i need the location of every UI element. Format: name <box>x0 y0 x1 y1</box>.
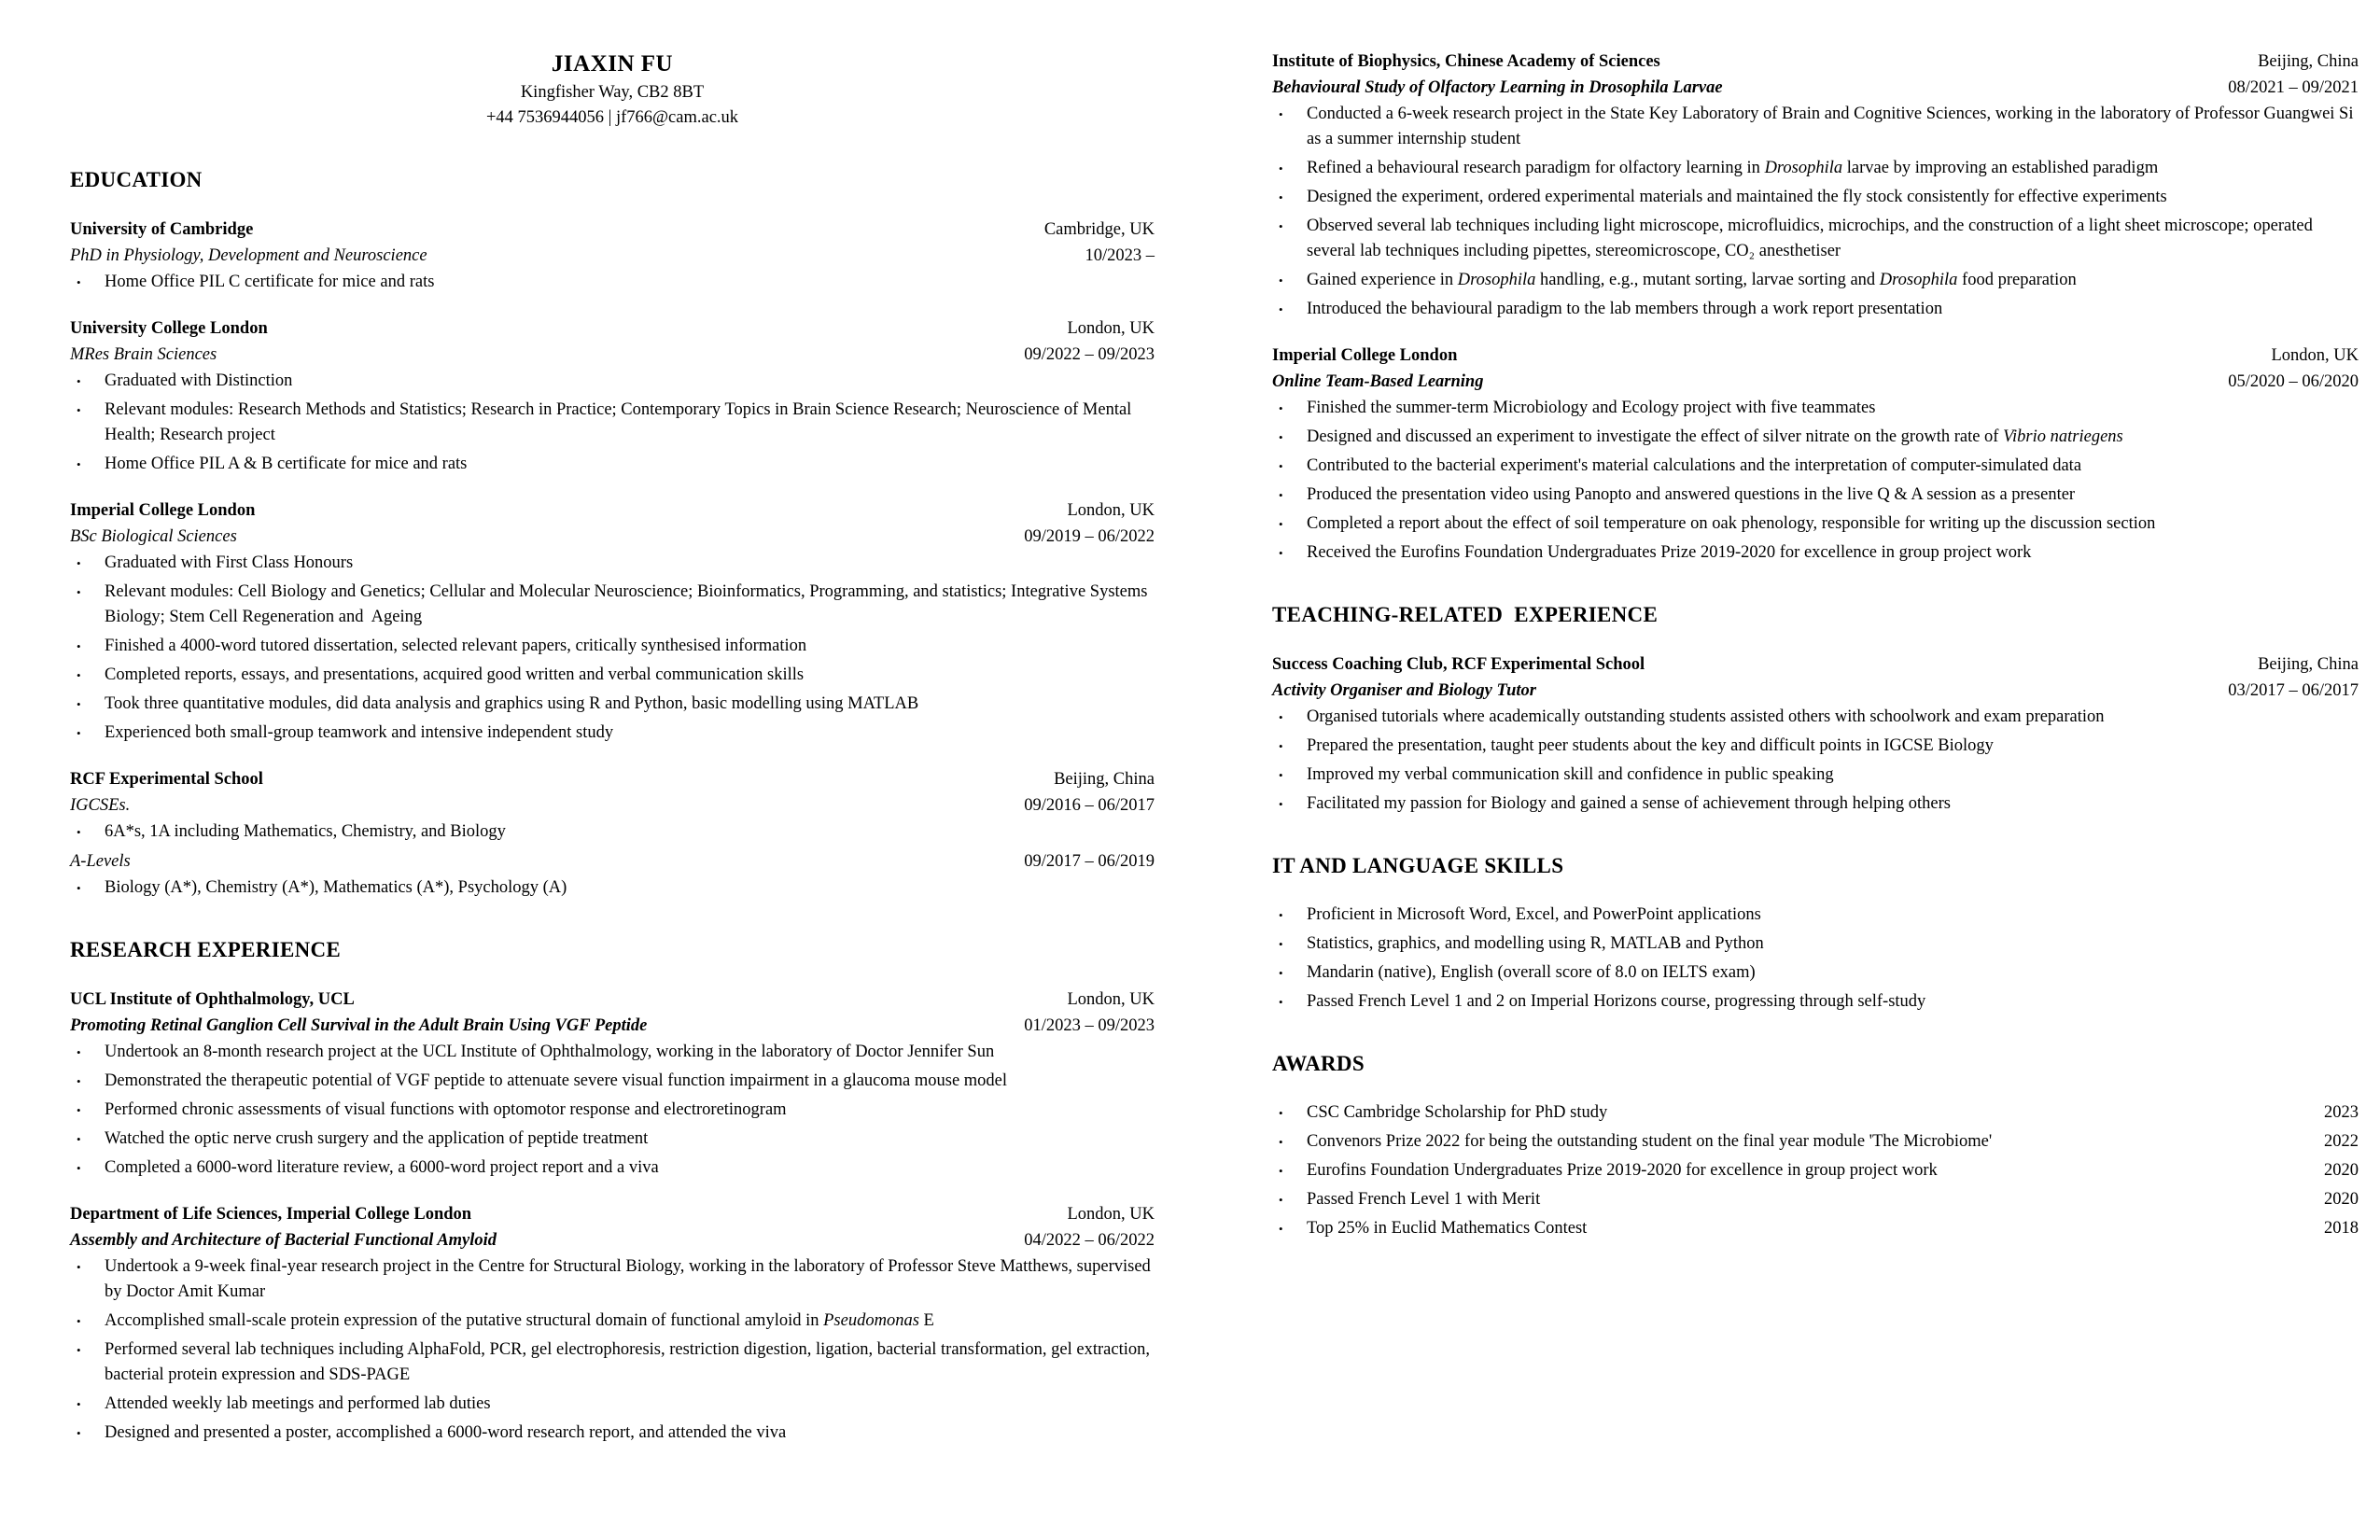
bullet-text <box>1307 1187 2280 1212</box>
entry-role-row <box>70 342 1155 368</box>
bullet-item <box>70 1337 1155 1388</box>
text-run: Home Office PIL A & B certificate for mice and rats <box>105 455 468 473</box>
text-run: Gained experience in <box>1307 271 1458 289</box>
resume-entry <box>70 315 1155 477</box>
bullet-item <box>1272 1187 2359 1212</box>
resume-entry <box>1272 1100 2359 1241</box>
entry-role-row <box>70 1013 1155 1039</box>
bullet-text <box>105 634 1155 659</box>
entry-location: Cambridge, UK <box>1043 220 1155 239</box>
entry-role-row <box>70 792 1155 819</box>
entry-role-title: Behavioural Study of Olfactory Learning in Drosophila Larvae <box>1272 78 1723 97</box>
bullet-text <box>1307 763 2359 788</box>
bullet-text <box>105 452 1155 477</box>
text-run: Observed several lab techniques including light microscope, microfluidics, microchips, and the construction of a light sheet microscope; operated several lab techniques including pipettes, stereomicroscope, CO₂ anesthetiser <box>1307 217 2317 260</box>
entry-header-row <box>1272 49 2359 75</box>
bullet-text <box>1307 931 2359 957</box>
text-run: Produced the presentation video using Panopto and answered questions in the live Q & A session as a presenter <box>1307 485 2076 504</box>
entry-location: London, UK <box>1067 319 1155 338</box>
text-run: food preparation <box>1957 271 2077 289</box>
text-run: Prepared the presentation, taught peer students about the key and difficult points in IGCSE Biology <box>1307 736 1994 755</box>
entry-date: 05/2020 – 06/2020 <box>2228 372 2359 391</box>
entry-header-row <box>70 315 1155 342</box>
bullet-text <box>105 1098 1155 1123</box>
entry-organization: Imperial College London <box>70 501 256 520</box>
bullet-text <box>1307 1216 2280 1241</box>
entry-location: Beijing, China <box>1054 770 1155 789</box>
bullet-icon: • <box>77 1397 81 1411</box>
bullet-item <box>1272 483 2359 508</box>
bullet-icon: • <box>77 403 81 417</box>
text-run: Eurofins Foundation Undergraduates Prize 2019-2020 for excellence in group project work <box>1307 1161 1938 1180</box>
bullet-icon: • <box>77 726 81 740</box>
bullet-icon: • <box>1279 710 1283 724</box>
bullet-item <box>1272 791 2359 817</box>
text-run: Drosophila <box>1879 271 1958 289</box>
bullet-text <box>1307 185 2359 210</box>
award-year: 2023 <box>2324 1103 2359 1122</box>
bullet-text <box>1307 540 2359 566</box>
bullet-icon: • <box>77 275 81 289</box>
text-run: Completed a report about the effect of soil temperature on oak phenology, responsible for writing up the discussion section <box>1307 514 2156 533</box>
bullet-item <box>1272 185 2359 210</box>
resume-entry <box>1272 651 2359 817</box>
entry-role-row <box>1272 678 2359 704</box>
bullet-text <box>105 369 1155 394</box>
bullet-item <box>70 1127 1155 1152</box>
text-run: Conducted a 6-week research project in the State Key Laboratory of Brain and Cognitive Sciences, working in the laboratory of Professor Guangwei Si as a summer internship student <box>1307 105 2359 148</box>
bullet-icon: • <box>77 1045 81 1059</box>
bullet-item <box>70 1309 1155 1334</box>
entry-organization: UCL Institute of Ophthalmology, UCL <box>70 990 355 1009</box>
bullet-item <box>1272 102 2359 152</box>
entry-date: 01/2023 – 09/2023 <box>1024 1016 1155 1035</box>
bullet-text <box>1307 214 2359 264</box>
entry-role-title: MRes Brain Sciences <box>70 345 217 364</box>
bullet-icon: • <box>1279 1106 1283 1120</box>
bullet-text <box>1307 297 2359 322</box>
bullet-item <box>1272 540 2359 566</box>
text-run: Completed a 6000-word literature review, a 6000-word project report and a viva <box>105 1158 659 1177</box>
bullet-text <box>1307 903 2359 928</box>
entry-location: London, UK <box>1067 1205 1155 1224</box>
bullet-item <box>1272 156 2359 181</box>
address-line: Kingfisher Way, CB2 8BT <box>520 83 705 102</box>
bullet-text <box>1307 396 2359 421</box>
entry-role-title: Assembly and Architecture of Bacterial Functional Amyloid <box>70 1231 497 1250</box>
text-run: Finished the summer-term Microbiology and Ecology project with five teammates <box>1307 399 1876 417</box>
left-column <box>70 49 1155 1466</box>
text-run: Graduated with First Class Honours <box>105 553 354 572</box>
text-run: Watched the optic nerve crush surgery and the application of peptide treatment <box>105 1129 649 1148</box>
bullet-item <box>70 875 1155 901</box>
bullet-icon: • <box>77 374 81 388</box>
bullet-item <box>70 580 1155 630</box>
entry-organization: Success Coaching Club, RCF Experimental School <box>1272 655 1645 674</box>
bullet-icon: • <box>1279 937 1283 951</box>
bullet-icon: • <box>1279 459 1283 473</box>
resume-entry <box>70 1201 1155 1446</box>
bullet-item <box>70 452 1155 477</box>
text-run: Proficient in Microsoft Word, Excel, and PowerPoint applications <box>1307 905 1761 924</box>
bullet-text <box>105 398 1155 448</box>
bullet-item <box>1272 705 2359 730</box>
text-run: Top 25% in Euclid Mathematics Contest <box>1307 1219 1588 1238</box>
bullet-icon: • <box>77 1161 81 1175</box>
bullet-item <box>70 1392 1155 1417</box>
bullet-text <box>1307 705 2359 730</box>
text-run: Improved my verbal communication skill and confidence in public speaking <box>1307 765 1834 784</box>
bullet-text <box>105 1254 1155 1305</box>
bullet-text <box>105 1337 1155 1388</box>
resume-header <box>70 49 1155 131</box>
award-year: 2018 <box>2324 1219 2359 1238</box>
contact-line: +44 7536944056 | jf766@cam.ac.uk <box>485 108 739 127</box>
text-run: Vibrio natriegens <box>2003 427 2123 446</box>
bullet-item <box>70 270 1155 295</box>
entry-header-row <box>70 1201 1155 1227</box>
award-year: 2020 <box>2324 1190 2359 1209</box>
bullet-item <box>1272 989 2359 1015</box>
right-column <box>1272 49 2359 1466</box>
bullet-item <box>70 398 1155 448</box>
text-run: Took three quantitative modules, did data analysis and graphics using R and Python, basic modelling using MATLAB <box>105 694 919 713</box>
bullet-text <box>105 1392 1155 1417</box>
bullet-icon: • <box>1279 768 1283 782</box>
text-run: CSC Cambridge Scholarship for PhD study <box>1307 1103 1608 1122</box>
bullet-item <box>70 634 1155 659</box>
bullet-icon: • <box>1279 219 1283 233</box>
entry-role-title: Promoting Retinal Ganglion Cell Survival in the Adult Brain Using VGF Peptide <box>70 1016 648 1035</box>
bullet-item <box>1272 960 2359 986</box>
bullet-item <box>70 1254 1155 1305</box>
entry-date: 03/2017 – 06/2017 <box>2228 681 2359 700</box>
text-run: Performed several lab techniques including AlphaFold, PCR, gel electrophoresis, restriction digestion, ligation, bacterial transformation, gel extraction, bacterial protein expression and SDS-PAGE <box>105 1340 1155 1384</box>
text-run: Drosophila <box>1764 159 1843 177</box>
bullet-icon: • <box>77 1314 81 1328</box>
entry-role-row <box>70 243 1155 269</box>
text-run: Completed reports, essays, and presentations, acquired good written and verbal communication skills <box>105 665 805 684</box>
entry-role-title: Online Team-Based Learning <box>1272 372 1484 391</box>
text-run: Finished a 4000-word tutored dissertation, selected relevant papers, critically synthesised information <box>105 637 807 655</box>
bullet-icon: • <box>1279 966 1283 980</box>
bullet-icon: • <box>77 697 81 711</box>
bullet-text <box>1307 791 2359 817</box>
text-run: Designed and presented a poster, accomplished a 6000-word research report, and attended the viva <box>105 1423 787 1442</box>
entry-date: 04/2022 – 06/2022 <box>1024 1231 1155 1250</box>
section-title: TEACHING-RELATED EXPERIENCE <box>1272 603 1659 626</box>
text-run: Accomplished small-scale protein expression of the putative structural domain of functional amyloid in <box>105 1311 824 1330</box>
bullet-item <box>1272 214 2359 264</box>
entry-header-row <box>70 766 1155 792</box>
bullet-text <box>1307 268 2359 293</box>
bullet-icon: • <box>1279 517 1283 531</box>
resume-entry <box>70 497 1155 746</box>
entry-date: 09/2017 – 06/2019 <box>1024 852 1155 871</box>
entry-role-row <box>1272 369 2359 395</box>
bullet-icon: • <box>77 881 81 895</box>
bullet-item <box>1272 511 2359 537</box>
bullet-icon: • <box>77 1132 81 1146</box>
text-run: Designed and discussed an experiment to investigate the effect of silver nitrate on the growth rate of <box>1307 427 2004 446</box>
entry-role-title: IGCSEs. <box>70 796 131 815</box>
bullet-icon: • <box>1279 1222 1283 1236</box>
text-run: Biology (A*), Chemistry (A*), Mathematics (A*), Psychology (A) <box>105 878 567 897</box>
bullet-text <box>105 551 1155 576</box>
section-title: AWARDS <box>1272 1052 1365 1075</box>
text-run: Experienced both small-group teamwork and intensive independent study <box>105 723 614 742</box>
bullet-text <box>1307 454 2359 479</box>
text-run: E <box>918 1311 934 1330</box>
entry-location: Beijing, China <box>2258 655 2359 674</box>
bullet-text <box>1307 156 2359 181</box>
bullet-item <box>1272 1158 2359 1183</box>
bullet-text <box>1307 1158 2280 1183</box>
entry-role-row <box>70 1227 1155 1253</box>
entry-location: London, UK <box>2271 346 2359 365</box>
bullet-icon: • <box>1279 190 1283 204</box>
bullet-icon: • <box>77 585 81 599</box>
bullet-item <box>1272 1100 2359 1126</box>
bullet-text <box>1307 102 2359 152</box>
bullet-icon: • <box>1279 1193 1283 1207</box>
entry-role-title: Activity Organiser and Biology Tutor <box>1272 681 1536 700</box>
bullet-icon: • <box>1279 161 1283 175</box>
text-run: Organised tutorials where academically outstanding students assisted others with schoolwork and exam preparation <box>1307 707 2105 726</box>
text-run: Mandarin (native), English (overall score of 8.0 on IELTS exam) <box>1307 963 1756 982</box>
bullet-text <box>105 1069 1155 1094</box>
text-run: handling, e.g., mutant sorting, larvae sorting and <box>1535 271 1880 289</box>
entry-location: London, UK <box>1067 990 1155 1009</box>
bullet-item <box>1272 903 2359 928</box>
bullet-item <box>70 1421 1155 1446</box>
bullet-icon: • <box>1279 488 1283 502</box>
resume-entry <box>70 766 1155 901</box>
bullet-text <box>105 1127 1155 1152</box>
bullet-text <box>1307 734 2359 759</box>
entry-header-row <box>70 497 1155 524</box>
text-run: Passed French Level 1 and 2 on Imperial Horizons course, progressing through self-study <box>1307 992 1926 1011</box>
entry-role-row <box>1272 75 2359 101</box>
bullet-text <box>1307 960 2359 986</box>
resume-entry <box>70 987 1155 1181</box>
award-year: 2020 <box>2324 1161 2359 1180</box>
entry-organization: University of Cambridge <box>70 220 254 239</box>
text-run: Drosophila <box>1457 271 1536 289</box>
entry-role-row <box>70 848 1155 875</box>
text-run: Received the Eurofins Foundation Undergraduates Prize 2019-2020 for excellence in group project work <box>1307 543 2032 562</box>
text-run: Pseudomonas <box>823 1311 919 1330</box>
bullet-icon: • <box>77 1260 81 1274</box>
entry-date: 09/2016 – 06/2017 <box>1024 796 1155 815</box>
text-run: Undertook a 9-week final-year research project in the Centre for Structural Biology, working in the laboratory of Professor Steve Matthews, supervised by Doctor Amit Kumar <box>105 1257 1155 1301</box>
bullet-icon: • <box>77 1103 81 1117</box>
bullet-item <box>70 819 1155 845</box>
text-run: Refined a behavioural research paradigm for olfactory learning in <box>1307 159 1765 177</box>
bullet-icon: • <box>1279 797 1283 811</box>
text-run: Home Office PIL C certificate for mice and rats <box>105 273 435 291</box>
bullet-item <box>1272 454 2359 479</box>
resume-entry <box>1272 49 2359 322</box>
text-run: Performed chronic assessments of visual functions with optomotor response and electroretinogram <box>105 1100 787 1119</box>
bullet-item <box>70 1040 1155 1065</box>
entry-role-title: PhD in Physiology, Development and Neuroscience <box>70 246 427 265</box>
entry-date: 09/2022 – 09/2023 <box>1024 345 1155 364</box>
bullet-icon: • <box>77 668 81 682</box>
text-run: Introduced the behavioural paradigm to the lab members through a work report presentation <box>1307 300 1943 318</box>
entry-date: 10/2023 – <box>1085 246 1155 265</box>
bullet-icon: • <box>1279 302 1283 316</box>
bullet-icon: • <box>77 1426 81 1440</box>
section-title: RESEARCH EXPERIENCE <box>70 938 342 961</box>
bullet-item <box>70 692 1155 717</box>
bullet-text <box>105 875 1155 901</box>
bullet-icon: • <box>1279 273 1283 287</box>
entry-organization: RCF Experimental School <box>70 770 263 789</box>
bullet-icon: • <box>77 457 81 471</box>
bullet-icon: • <box>77 825 81 839</box>
bullet-item <box>1272 763 2359 788</box>
bullet-icon: • <box>1279 430 1283 444</box>
text-run: Contributed to the bacterial experiment's material calculations and the interpretation of computer-simulated data <box>1307 456 2082 475</box>
bullet-text <box>105 721 1155 746</box>
text-run: 6A*s, 1A including Mathematics, Chemistry, and Biology <box>105 822 506 841</box>
bullet-text <box>105 692 1155 717</box>
entry-role-row <box>70 524 1155 550</box>
section-title: IT AND LANGUAGE SKILLS <box>1272 854 1564 877</box>
resume-entry <box>1272 343 2359 566</box>
bullet-icon: • <box>1279 1164 1283 1178</box>
text-run: Graduated with Distinction <box>105 371 293 390</box>
bullet-text <box>105 1421 1155 1446</box>
resume-entry <box>70 217 1155 295</box>
bullet-text <box>105 1309 1155 1334</box>
text-run: Demonstrated the therapeutic potential of VGF peptide to attenuate severe visual function impairment in a glaucoma mouse model <box>105 1071 1008 1090</box>
bullet-icon: • <box>77 1343 81 1357</box>
bullet-text <box>105 1155 1155 1181</box>
bullet-text <box>1307 425 2359 450</box>
entry-role-title: A-Levels <box>70 852 131 871</box>
resume-entry <box>1272 903 2359 1015</box>
entry-role-title: BSc Biological Sciences <box>70 527 237 546</box>
text-run: Facilitated my passion for Biology and gained a sense of achievement through helping others <box>1307 794 1951 813</box>
bullet-text <box>105 580 1155 630</box>
entry-date: 09/2019 – 06/2022 <box>1024 527 1155 546</box>
entry-header-row <box>70 217 1155 243</box>
bullet-item <box>1272 1129 2359 1155</box>
entry-header-row <box>1272 343 2359 369</box>
entry-organization: Department of Life Sciences, Imperial College London <box>70 1205 472 1224</box>
entry-organization: Institute of Biophysics, Chinese Academy of Sciences <box>1272 52 1660 71</box>
bullet-item <box>70 1069 1155 1094</box>
bullet-item <box>70 369 1155 394</box>
section-title: EDUCATION <box>70 168 203 191</box>
bullet-text <box>105 819 1155 845</box>
bullet-text <box>1307 483 2359 508</box>
text-run: Convenors Prize 2022 for being the outstanding student on the final year module 'The Microbiome' <box>1307 1132 1993 1151</box>
bullet-icon: • <box>77 639 81 653</box>
bullet-icon: • <box>1279 546 1283 560</box>
bullet-text <box>105 1040 1155 1065</box>
bullet-item <box>1272 396 2359 421</box>
bullet-item <box>70 663 1155 688</box>
text-run: larvae by improving an established paradigm <box>1842 159 2159 177</box>
text-run: Designed the experiment, ordered experimental materials and maintained the fly stock consistently for effective experiments <box>1307 188 2167 206</box>
entry-date: 08/2021 – 09/2021 <box>2228 78 2359 97</box>
entry-organization: University College London <box>70 319 268 338</box>
text-run: Undertook an 8-month research project at the UCL Institute of Ophthalmology, working in the laboratory of Doctor Jennifer Sun <box>105 1043 995 1061</box>
bullet-item <box>1272 931 2359 957</box>
entry-header-row <box>70 987 1155 1013</box>
person-name: JIAXIN FU <box>551 51 674 77</box>
entry-location: Beijing, China <box>2258 52 2359 71</box>
entry-organization: Imperial College London <box>1272 346 1458 365</box>
bullet-text <box>105 663 1155 688</box>
entry-location: London, UK <box>1067 501 1155 520</box>
text-run: Attended weekly lab meetings and performed lab duties <box>105 1394 491 1413</box>
bullet-text <box>1307 989 2359 1015</box>
bullet-icon: • <box>1279 739 1283 753</box>
text-run: Relevant modules: Research Methods and Statistics; Research in Practice; Contemporary Topics in Brain Science Research; Neuroscience of Mental Health; Research project <box>105 400 1136 444</box>
bullet-item <box>70 1155 1155 1181</box>
bullet-item <box>1272 1216 2359 1241</box>
entry-header-row <box>1272 651 2359 678</box>
bullet-icon: • <box>1279 1135 1283 1149</box>
bullet-item <box>1272 268 2359 293</box>
text-run: Passed French Level 1 with Merit <box>1307 1190 1541 1209</box>
text-run: Statistics, graphics, and modelling using R, MATLAB and Python <box>1307 934 1764 953</box>
bullet-item <box>1272 297 2359 322</box>
bullet-item <box>70 721 1155 746</box>
bullet-icon: • <box>1279 401 1283 415</box>
bullet-text <box>1307 1129 2280 1155</box>
bullet-text <box>1307 1100 2280 1126</box>
bullet-icon: • <box>1279 995 1283 1009</box>
bullet-item <box>1272 734 2359 759</box>
award-year: 2022 <box>2324 1132 2359 1151</box>
bullet-item <box>70 1098 1155 1123</box>
bullet-icon: • <box>77 1074 81 1088</box>
bullet-text <box>1307 511 2359 537</box>
bullet-icon: • <box>1279 107 1283 121</box>
bullet-icon: • <box>77 556 81 570</box>
bullet-icon: • <box>1279 908 1283 922</box>
bullet-text <box>105 270 1155 295</box>
text-run: Relevant modules: Cell Biology and Genetics; Cellular and Molecular Neuroscience; Bioinformatics, Programming, and statistics; Integrative Systems Biology; Stem Cell Regeneration and Ageing <box>105 582 1153 626</box>
bullet-item <box>1272 425 2359 450</box>
bullet-item <box>70 551 1155 576</box>
